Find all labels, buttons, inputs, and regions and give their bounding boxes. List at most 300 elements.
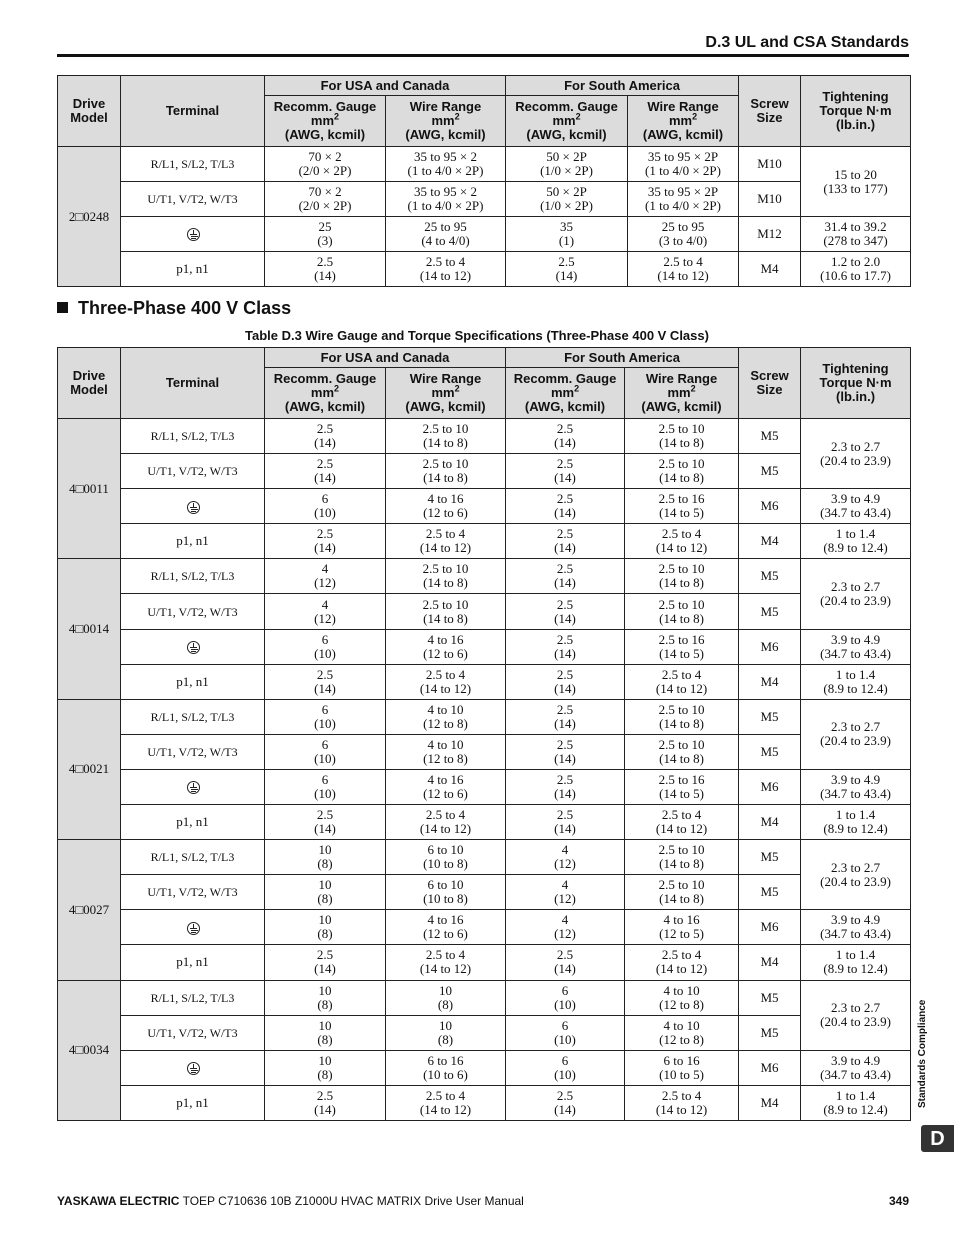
sa-range-cell <box>625 840 739 875</box>
terminal-cell: R/L1, S/L2, T/L3 <box>121 980 265 1015</box>
cell-line-2: (8.9 to 12.4) <box>823 680 888 696</box>
table-row <box>58 875 911 910</box>
wire-spec-table-400v <box>57 347 911 1121</box>
cell-line-1: 2.5 to 10 <box>658 561 705 577</box>
screw-size-cell: M4 <box>739 945 801 980</box>
cell-line-1: 2.5 to 10 <box>422 596 469 612</box>
screw-size-cell: M5 <box>739 419 801 454</box>
header-terminal: Terminal <box>121 76 265 147</box>
table-row <box>58 1050 911 1085</box>
terminal-cell: p1, n1 <box>121 524 265 559</box>
cell-line-2: (12 to 8) <box>659 1031 704 1047</box>
us-wire-range-awg: (AWG, kcmil) <box>405 127 486 142</box>
cell-line-1: 2.5 to 10 <box>658 842 705 858</box>
table-row <box>58 980 911 1015</box>
cell-line-2: (1/0 × 2P) <box>540 163 593 178</box>
cell-line-1: 15 to 20 <box>834 166 877 182</box>
us-wire-range-unit <box>386 383 505 400</box>
torque-cell <box>801 217 911 252</box>
header-us-wire-range <box>386 96 506 147</box>
ground-line <box>191 791 196 792</box>
sa-wire-range-unit <box>625 383 738 400</box>
cell-line-2: (14 to 8) <box>423 470 468 486</box>
screw-size-cell: M5 <box>739 1015 801 1050</box>
cell-line-2: (14) <box>314 435 336 451</box>
screw-size-cell: M6 <box>739 1050 801 1085</box>
cell-line-2: (14) <box>314 540 336 556</box>
cell-line-2: (278 to 347) <box>823 233 888 248</box>
screw-size-cell: M5 <box>739 875 801 910</box>
cell-line-1: 2.5 <box>556 701 574 717</box>
cell-line-1: 2.5 to 10 <box>422 421 469 437</box>
unit-squared: 2 <box>334 383 340 394</box>
header-terminal: Terminal <box>121 348 265 419</box>
screw-size-cell: M6 <box>739 489 801 524</box>
unit-mm: mm <box>431 385 455 400</box>
cell-line-1: 25 to 95 <box>661 219 705 234</box>
cell-line-2: (20.4 to 23.9) <box>820 1014 891 1030</box>
cell-line-1: 35 to 95 × 2P <box>647 184 719 199</box>
torque-cell <box>801 840 911 910</box>
header-drive-model: Drive Model <box>58 76 121 147</box>
cell-line-1: 2.5 to 4 <box>661 947 702 963</box>
cell-line-2: (8.9 to 12.4) <box>823 961 888 977</box>
cell-line-2: (14 to 12) <box>419 961 472 977</box>
cell-line-1: 2.5 <box>316 456 334 472</box>
us-wire-range-awg: (AWG, kcmil) <box>405 399 486 414</box>
cell-line-1: 10 <box>318 912 332 928</box>
terminal-cell <box>121 489 265 524</box>
cell-line-1: 1 to 1.4 <box>835 947 876 963</box>
cell-line-1: 2.5 <box>556 947 574 963</box>
us-gauge-cell <box>265 217 386 252</box>
sa-range-cell <box>625 594 739 629</box>
cell-line-1: 4 <box>561 912 569 928</box>
cell-line-1: 2.5 to 4 <box>425 1087 466 1103</box>
cell-line-1: 1 to 1.4 <box>835 807 876 823</box>
cell-line-1: 2.5 to 16 <box>658 491 705 507</box>
us-gauge-cell <box>265 524 386 559</box>
terminal-cell: U/T1, V/T2, W/T3 <box>121 734 265 769</box>
us-range-cell <box>386 594 506 629</box>
torque-cell <box>801 252 911 287</box>
terminal-cell: p1, n1 <box>121 252 265 287</box>
us-gauge-cell <box>265 734 386 769</box>
cell-line-2: (14 to 8) <box>659 575 704 591</box>
cell-line-1: 6 <box>321 736 329 752</box>
cell-line-1: 2.5 to 10 <box>422 456 469 472</box>
cell-line-1: 50 × 2P <box>546 184 587 199</box>
cell-line-2: (14) <box>554 715 576 731</box>
cell-line-1: 2.5 to 4 <box>661 1087 702 1103</box>
torque-cell <box>801 524 911 559</box>
header-sa-recomm-gauge <box>506 96 628 147</box>
sa-wire-range-label: Wire Range <box>647 99 719 114</box>
torque-cell <box>801 419 911 489</box>
screw-size-cell: M10 <box>739 182 801 217</box>
cell-line-1: 10 <box>439 1017 452 1033</box>
sa-range-cell <box>625 559 739 594</box>
torque-cell <box>801 147 911 217</box>
cell-line-2: (14 to 12) <box>655 680 708 696</box>
unit-squared: 2 <box>692 111 698 122</box>
table-row <box>58 699 911 734</box>
screw-size-cell: M5 <box>739 594 801 629</box>
table-row <box>58 910 911 945</box>
sa-range-cell <box>625 769 739 804</box>
screw-size-cell: M5 <box>739 734 801 769</box>
ground-icon <box>187 781 200 794</box>
cell-line-1: 6 <box>321 771 329 787</box>
cell-line-2: (14 to 8) <box>659 470 704 486</box>
cell-line-1: 4 to 16 <box>427 912 464 928</box>
us-range-cell <box>386 1085 506 1120</box>
cell-line-1: 6 to 10 <box>427 877 464 893</box>
cell-line-2: (12) <box>554 926 576 942</box>
sa-range-cell <box>625 734 739 769</box>
torque-cell <box>801 1050 911 1085</box>
terminal-cell: U/T1, V/T2, W/T3 <box>121 454 265 489</box>
cell-line-1: 2.5 to 10 <box>658 596 705 612</box>
cell-line-1: 6 to 16 <box>663 1052 700 1068</box>
cell-line-2: (8) <box>317 1066 333 1082</box>
cell-line-1: 25 <box>318 219 332 234</box>
cell-line-1: 2.5 <box>556 526 574 542</box>
cell-line-1: 10 <box>318 842 332 858</box>
cell-line-1: 2.5 to 10 <box>658 421 705 437</box>
ground-icon <box>187 228 200 241</box>
cell-line-2: (12) <box>314 610 336 626</box>
sa-range-cell <box>625 629 739 664</box>
us-gauge-cell <box>265 805 386 840</box>
cell-line-1: 2.5 <box>556 561 574 577</box>
ground-icon <box>187 922 200 935</box>
cell-line-1: 6 to 16 <box>427 1052 464 1068</box>
sa-range-cell <box>625 1015 739 1050</box>
cell-line-2: (1) <box>558 233 575 248</box>
cell-line-2: (14) <box>314 680 336 696</box>
unit-squared: 2 <box>690 383 696 394</box>
torque-cell <box>801 769 911 804</box>
us-range-cell <box>386 734 506 769</box>
cell-line-2: (12) <box>554 856 576 872</box>
side-label <box>917 999 939 1109</box>
unit-mm: mm <box>552 113 576 128</box>
cell-line-2: (2/0 × 2P) <box>298 163 352 178</box>
table-row <box>58 1085 911 1120</box>
cell-line-2: (14 to 12) <box>655 1101 708 1117</box>
cell-line-1: 3.9 to 4.9 <box>830 491 881 507</box>
cell-line-2: (14 to 8) <box>423 575 468 591</box>
terminal-cell <box>121 1050 265 1085</box>
cell-line-1: 6 <box>561 982 569 998</box>
unit-mm: mm <box>431 113 455 128</box>
us-gauge-cell <box>265 769 386 804</box>
sa-wire-range-unit <box>628 111 738 128</box>
cell-line-2: (14) <box>554 540 576 556</box>
cell-line-1: 2.5 to 10 <box>422 561 469 577</box>
us-range-cell <box>386 489 506 524</box>
side-label-text: Standards Compliance <box>917 999 928 1108</box>
us-gauge-cell <box>265 1015 386 1050</box>
header-screw-size: Screw Size <box>739 348 801 419</box>
cell-line-2: (14 to 12) <box>655 961 708 977</box>
terminal-cell: R/L1, S/L2, T/L3 <box>121 419 265 454</box>
sa-range-cell <box>628 182 739 217</box>
cell-line-1: 35 to 95 × 2 <box>414 184 477 199</box>
cell-line-2: (20.4 to 23.9) <box>820 452 891 468</box>
sa-range-cell <box>625 454 739 489</box>
sa-gauge-cell <box>506 699 625 734</box>
section-heading <box>57 298 291 319</box>
sa-gauge-cell <box>506 1085 625 1120</box>
cell-line-2: (14 to 12) <box>419 268 472 283</box>
terminal-cell <box>121 629 265 664</box>
us-range-cell <box>386 454 506 489</box>
us-gauge-cell <box>265 664 386 699</box>
table-row <box>58 454 911 489</box>
cell-line-2: (20.4 to 23.9) <box>820 592 891 608</box>
cell-line-1: 2.3 to 2.7 <box>830 438 881 454</box>
cell-line-2: (8.9 to 12.4) <box>823 1101 888 1117</box>
sa-range-cell <box>625 805 739 840</box>
cell-line-1: 3.9 to 4.9 <box>830 1052 881 1068</box>
section-bullet-icon <box>57 302 68 313</box>
screw-size-cell: M5 <box>739 840 801 875</box>
cell-line-1: 4 <box>321 561 329 577</box>
cell-line-1: 50 × 2P <box>546 149 587 164</box>
sa-range-cell <box>625 945 739 980</box>
cell-line-1: 2.5 to 4 <box>661 666 702 682</box>
cell-line-1: 4 to 10 <box>427 736 464 752</box>
page-number: 349 <box>888 1194 909 1208</box>
ground-line <box>191 651 196 652</box>
cell-line-1: 2.5 to 4 <box>425 666 466 682</box>
sa-recomm-gauge-label: Recomm. Gauge <box>515 99 618 114</box>
screw-size-cell: M6 <box>739 629 801 664</box>
cell-line-2: (8) <box>317 1031 333 1047</box>
us-gauge-cell <box>265 454 386 489</box>
cell-line-2: (14) <box>554 785 576 801</box>
drive-model-cell: 4□0021 <box>58 699 121 839</box>
header-drive-model: Drive Model <box>58 348 121 419</box>
screw-size-cell: M4 <box>739 805 801 840</box>
us-gauge-cell <box>265 945 386 980</box>
cell-line-1: 2.5 <box>316 1087 334 1103</box>
wire-spec-table-200v <box>57 75 911 287</box>
cell-line-2: (12 to 8) <box>423 715 468 731</box>
torque-cell <box>801 559 911 629</box>
cell-line-2: (34.7 to 43.4) <box>820 785 891 801</box>
sa-gauge-cell <box>506 559 625 594</box>
table-row <box>58 734 911 769</box>
cell-line-2: (14) <box>554 961 576 977</box>
table-row <box>58 559 911 594</box>
cell-line-1: 2.5 <box>558 254 575 269</box>
cell-line-2: (12 to 6) <box>423 505 468 521</box>
cell-line-2: (4 to 4/0) <box>421 233 470 248</box>
cell-line-1: 4 to 10 <box>663 1017 700 1033</box>
table-row <box>58 147 911 182</box>
terminal-cell: U/T1, V/T2, W/T3 <box>121 594 265 629</box>
terminal-cell: R/L1, S/L2, T/L3 <box>121 559 265 594</box>
sa-gauge-cell <box>506 147 628 182</box>
header-south-america: For South America <box>506 348 739 368</box>
cell-line-2: (12 to 8) <box>659 996 704 1012</box>
cell-line-2: (14) <box>554 645 576 661</box>
cell-line-2: (1 to 4/0 × 2P) <box>407 198 484 213</box>
cell-line-2: (10 to 8) <box>423 891 468 907</box>
cell-line-2: (14) <box>554 750 576 766</box>
cell-line-1: 2.3 to 2.7 <box>830 578 881 594</box>
header-tightening-torque: Tightening Torque N·m (lb.in.) <box>801 76 911 147</box>
cell-line-2: (10) <box>554 1066 576 1082</box>
sa-gauge-cell <box>506 252 628 287</box>
table-row <box>58 182 911 217</box>
cell-line-1: 4 to 16 <box>663 912 700 928</box>
cell-line-2: (14 to 12) <box>655 540 708 556</box>
cell-line-2: (1/0 × 2P) <box>540 198 593 213</box>
us-gauge-cell <box>265 594 386 629</box>
header-us-wire-range <box>386 368 506 419</box>
cell-line-2: (10.6 to 17.7) <box>820 268 891 283</box>
drive-model-cell: 4□0014 <box>58 559 121 699</box>
sa-range-cell <box>625 419 739 454</box>
cell-line-2: (14) <box>314 961 336 977</box>
cell-line-2: (12) <box>554 891 576 907</box>
cell-line-2: (20.4 to 23.9) <box>820 733 891 749</box>
cell-line-2: (8.9 to 12.4) <box>823 821 888 837</box>
cell-line-1: 2.5 <box>556 421 574 437</box>
table-row <box>58 1015 911 1050</box>
us-recomm-gauge-label: Recomm. Gauge <box>273 371 377 386</box>
section-title: Three-Phase 400 V Class <box>78 298 292 318</box>
us-range-cell <box>386 1050 506 1085</box>
sa-gauge-cell <box>506 419 625 454</box>
terminal-cell <box>121 910 265 945</box>
header-sa-wire-range <box>625 368 739 419</box>
cell-line-2: (12) <box>314 575 336 591</box>
cell-line-2: (14) <box>314 1101 336 1117</box>
screw-size-cell: M12 <box>739 217 801 252</box>
cell-line-2: (14) <box>555 268 578 283</box>
sa-gauge-cell <box>506 489 625 524</box>
screw-size-cell: M5 <box>739 699 801 734</box>
cell-line-2: (14 to 8) <box>659 891 704 907</box>
cell-line-2: (10) <box>554 996 576 1012</box>
sa-range-cell <box>625 699 739 734</box>
us-gauge-cell <box>265 1085 386 1120</box>
cell-line-2: (14) <box>314 268 336 283</box>
cell-line-1: 70 × 2 <box>308 149 342 164</box>
cell-line-2: (14 to 8) <box>659 715 704 731</box>
terminal-cell: R/L1, S/L2, T/L3 <box>121 699 265 734</box>
us-range-cell <box>386 875 506 910</box>
table-row <box>58 945 911 980</box>
cell-line-2: (34.7 to 43.4) <box>820 926 891 942</box>
cell-line-1: 2.5 to 4 <box>661 526 702 542</box>
drive-model-cell: 4□0027 <box>58 840 121 980</box>
table-row <box>58 489 911 524</box>
footer-brand: YASKAWA ELECTRIC <box>57 1194 180 1208</box>
sa-range-cell <box>625 875 739 910</box>
us-range-cell <box>386 629 506 664</box>
us-gauge-cell <box>265 559 386 594</box>
chapter-tab[interactable]: D <box>921 1125 954 1152</box>
cell-line-1: 35 to 95 × 2 <box>414 149 477 164</box>
header-rule <box>57 54 909 57</box>
screw-size-cell: M4 <box>739 524 801 559</box>
us-range-cell <box>386 559 506 594</box>
cell-line-1: 31.4 to 39.2 <box>824 219 887 234</box>
us-gauge-cell <box>265 147 386 182</box>
cell-line-1: 6 <box>561 1052 569 1068</box>
us-range-cell <box>386 910 506 945</box>
cell-line-1: 2.5 <box>556 1087 574 1103</box>
cell-line-1: 2.5 to 16 <box>658 631 705 647</box>
cell-line-2: (8) <box>317 926 333 942</box>
table-row <box>58 805 911 840</box>
header-sa-wire-range <box>628 96 739 147</box>
cell-line-1: 2.5 to 4 <box>425 947 466 963</box>
sa-range-cell <box>625 910 739 945</box>
header-tightening-torque: Tightening Torque N·m (lb.in.) <box>801 348 911 419</box>
terminal-cell: p1, n1 <box>121 805 265 840</box>
sa-range-cell <box>625 1050 739 1085</box>
us-wire-range-label: Wire Range <box>409 371 482 386</box>
sa-gauge-cell <box>506 980 625 1015</box>
cell-line-2: (34.7 to 43.4) <box>820 645 891 661</box>
us-gauge-cell <box>265 910 386 945</box>
screw-size-cell: M6 <box>739 910 801 945</box>
cell-line-1: 4 <box>561 842 569 858</box>
torque-cell <box>801 805 911 840</box>
sa-gauge-cell <box>506 454 625 489</box>
sa-gauge-cell <box>506 769 625 804</box>
header-south-america: For South America <box>506 76 739 96</box>
sa-recomm-gauge-awg: (AWG, kcmil) <box>524 399 606 414</box>
sa-range-cell <box>625 980 739 1015</box>
table-row <box>58 217 911 252</box>
us-gauge-cell <box>265 252 386 287</box>
us-range-cell <box>386 805 506 840</box>
cell-line-1: 1 to 1.4 <box>835 666 876 682</box>
cell-line-1: 2.5 to 4 <box>425 807 466 823</box>
cell-line-1: 4 <box>561 877 569 893</box>
cell-line-1: 10 <box>318 1017 332 1033</box>
us-gauge-cell <box>265 875 386 910</box>
drive-model-cell: 2□0248 <box>58 147 121 287</box>
screw-size-cell: M4 <box>739 1085 801 1120</box>
us-range-cell <box>386 419 506 454</box>
cell-line-1: 3.9 to 4.9 <box>830 912 881 928</box>
table-row <box>58 664 911 699</box>
unit-mm: mm <box>667 385 691 400</box>
us-range-cell <box>386 769 506 804</box>
ground-icon <box>187 1062 200 1075</box>
cell-line-2: (10) <box>554 1031 576 1047</box>
sa-gauge-cell <box>506 910 625 945</box>
torque-cell <box>801 945 911 980</box>
cell-line-2: (1 to 4/0 × 2P) <box>407 163 484 178</box>
us-gauge-cell <box>265 980 386 1015</box>
cell-line-1: 35 <box>560 219 574 234</box>
cell-line-1: 4 to 16 <box>427 771 464 787</box>
cell-line-2: (3) <box>317 233 333 248</box>
unit-squared: 2 <box>334 111 340 122</box>
cell-line-2: (14 to 12) <box>419 680 472 696</box>
cell-line-1: 2.5 to 10 <box>658 456 705 472</box>
